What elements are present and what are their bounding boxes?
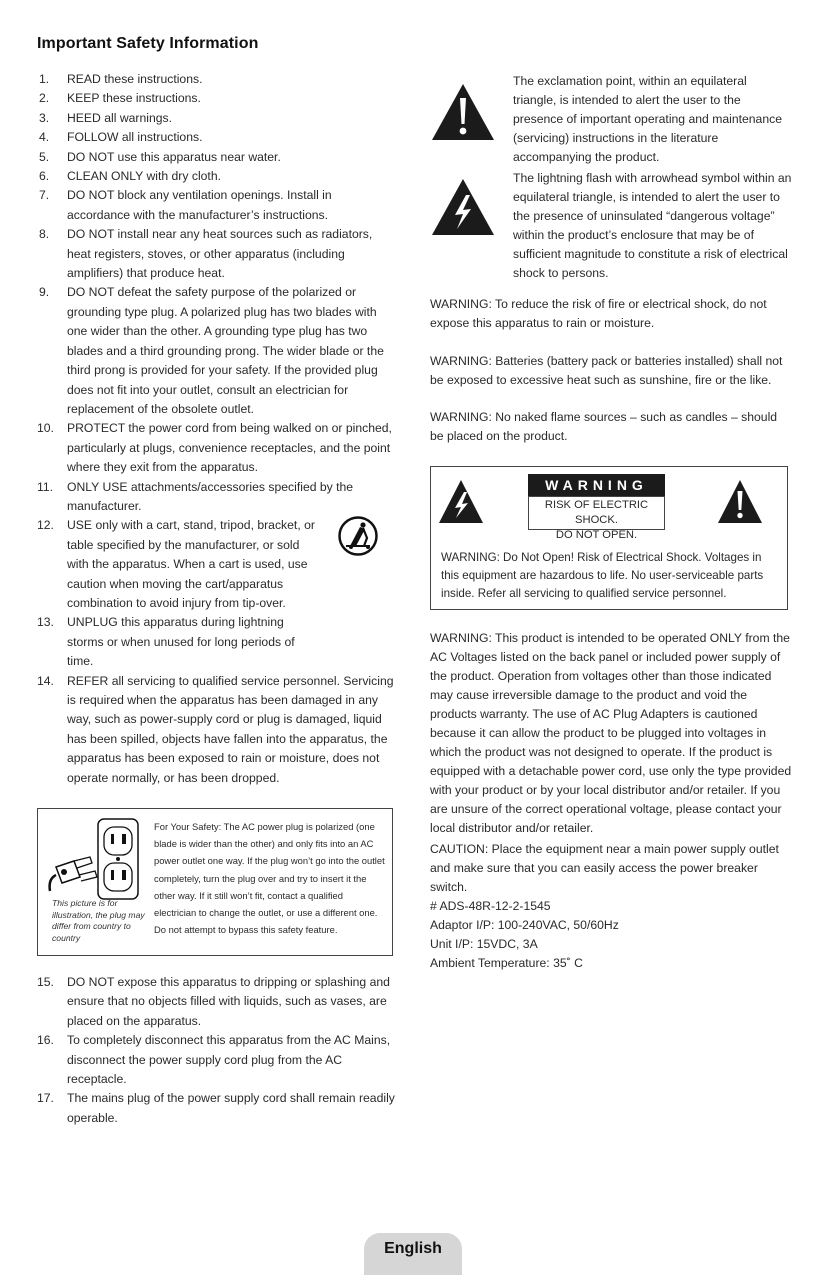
warning-subtext-line-2: DO NOT OPEN.: [555, 529, 638, 541]
lightning-triangle-icon: [438, 479, 484, 525]
list-item: [37, 70, 397, 89]
warning-subtext-line-1: RISK OF ELECTRIC SHOCK.: [544, 499, 649, 526]
item-number: 5.: [39, 149, 50, 164]
voltage-warning: WARNING: This product is intended to be operated ONLY from the AC Voltages listed on the back panel or included power supply of the product. Operation from voltages other than those indicated may cause irreversible damage to the product and void the products warranty. The use of AC Plug Adapters is cautioned because it can allow the product to be plugged into voltages in which the product was not designed to operate. If the product is equipped with a detachable power cord, use only the type provided with your product or by your local distributor and/or retailer. If you are unsure of the correct operational voltage, please contact your local distributor and/or retailer.: [430, 631, 792, 835]
plug-safety-text: For Your Safety: The AC power plug is polarized (one blade is wider than the other) and only fits into an AC power outlet one way. If the plug won’t go into the outlet completely, turn the plug over and try to insert it the other way. If it still won’t fit, contact a qualified electrician to change the outlet, or use a different one. Do not attempt to bypass this safety feature.: [154, 821, 385, 936]
item-number: 15.: [37, 975, 54, 989]
item-text: CLEAN ONLY with dry cloth.: [67, 169, 221, 184]
list-item: [37, 283, 397, 419]
item-text: READ these instructions.: [67, 72, 203, 86]
item-number: 6.: [39, 169, 50, 184]
list-item: [37, 672, 397, 788]
item-number: 13.: [37, 615, 54, 630]
item-text: DO NOT use this apparatus near water.: [67, 149, 281, 164]
item-text: UNPLUG this apparatus during lightning storms or when unused for long periods of time.: [67, 615, 295, 669]
list-item: [37, 89, 397, 108]
language-tab: English: [364, 1233, 462, 1275]
item-number: 3.: [39, 110, 50, 125]
item-number: 11.: [37, 479, 54, 494]
item-number: 10.: [37, 421, 54, 436]
item-text: FOLLOW all instructions.: [67, 130, 203, 145]
lightning-triangle-icon: [430, 177, 496, 237]
caution-text: CAUTION: Place the equipment near a main power supply outlet and make sure that you can easily access the power breaker switch.: [430, 842, 779, 894]
list-item: [37, 109, 397, 128]
list-item: [37, 225, 397, 283]
item-number: 16.: [37, 1033, 54, 1048]
item-text: DO NOT expose this apparatus to dripping or splashing and ensure that no objects filled with liquids, such as vases, are placed on the apparatus.: [67, 975, 390, 1028]
spec-unit-input: Unit I/P: 15VDC, 3A: [430, 937, 538, 951]
item-text: PROTECT the power cord from being walked on or pinched, particularly at plugs, convenience receptacles, and the point where they exit from the apparatus.: [67, 421, 392, 475]
item-text: The mains plug of the power supply cord shall remain readily operable.: [67, 1091, 395, 1125]
exclamation-triangle-icon: [717, 479, 763, 525]
warning-box-body: WARNING: Do Not Open! Risk of Electrical Shock. Voltages in this equipment are hazardous to life. No user-serviceable parts inside. Refer all servicing to qualified service personnel.: [441, 551, 764, 600]
polarized-plug-icon: [46, 817, 146, 903]
item-text: DO NOT defeat the safety purpose of the polarized or grounding type plug. A polarized plug has two blades with one wider than the other. A grounding type plug has two blades and a third grounding prong. The wider blade or the third prong is provided for your safety. If the provided plug does not fit into your outlet, consult an electrician for replacement of the obsolete outlet.: [67, 285, 384, 416]
instructions-list-b: [37, 973, 397, 1128]
list-item: [37, 419, 397, 477]
item-number: 17.: [37, 1091, 54, 1106]
page-title: Important Safety Information: [37, 35, 259, 52]
rain-warning: WARNING: To reduce the risk of fire or electrical shock, do not expose this apparatus to rain or moisture.: [430, 297, 767, 330]
cart-tip-over-icon: [338, 516, 378, 556]
spec-adaptor-input: Adaptor I/P: 100-240VAC, 50/60Hz: [430, 918, 619, 932]
list-item: [37, 128, 397, 147]
shock-warning-box: [430, 466, 788, 610]
item-number: 8.: [39, 227, 50, 242]
plug-safety-box: [37, 808, 393, 956]
item-number: 7.: [39, 188, 50, 203]
item-text: DO NOT install near any heat sources such as radiators, heat registers, stoves, or other apparatus (including amplifiers) that produce heat.: [67, 227, 373, 281]
item-number: 4.: [39, 130, 50, 145]
battery-warning: WARNING: Batteries (battery pack or batteries installed) shall not be exposed to excessive heat such as sunshine, fire or the like.: [430, 354, 783, 387]
list-item: [37, 478, 397, 517]
item-number: 2.: [39, 91, 50, 106]
item-number: 14.: [37, 673, 54, 688]
plug-caption: This picture is for illustration, the plug may differ from country to country: [52, 898, 145, 943]
list-item: [37, 1031, 397, 1089]
list-item: [37, 973, 397, 1031]
flame-warning: WARNING: No naked flame sources – such as candles – should be placed on the product.: [430, 410, 778, 443]
spec-ambient-temp: Ambient Temperature: 35˚ C: [430, 956, 583, 970]
list-item: [37, 516, 397, 613]
item-text: USE only with a cart, stand, tripod, bracket, or table specified by the manufacturer, or sold with the apparatus. When a cart is used, use caution when moving the cart/apparatus combination to avoid injury from tip-over.: [67, 518, 315, 610]
item-text: REFER all servicing to qualified service personnel. Servicing is required when the apparatus has been damaged in any way, such as power-supply cord or plug is damaged, liquid has been spilled, objects have fallen into the apparatus, the apparatus has been exposed to rain or moisture, does not operate normally, or has been dropped.: [67, 673, 394, 785]
instructions-list-a: [37, 70, 397, 788]
warning-subtext: [528, 496, 665, 541]
item-text: ONLY USE attachments/accessories specified by the manufacturer.: [67, 479, 354, 513]
item-text: KEEP these instructions.: [67, 91, 201, 106]
list-item: [37, 186, 397, 225]
exclamation-triangle-icon: [430, 82, 496, 142]
list-item: [37, 1089, 397, 1128]
item-number: 9.: [39, 285, 50, 300]
item-number: 12.: [37, 518, 54, 533]
item-text: HEED all warnings.: [67, 110, 172, 125]
list-item: [37, 613, 397, 671]
spec-model: # ADS-48R-12-2-1545: [430, 899, 551, 913]
item-number: 1.: [39, 72, 50, 86]
exclamation-description: The exclamation point, within an equilateral triangle, is intended to alert the user to the presence of important operating and maintenance (servicing) instructions in the literature accompanying the product.: [513, 74, 782, 164]
list-item: [37, 148, 397, 167]
lightning-description: The lightning flash with arrowhead symbol within an equilateral triangle, is intended to alert the user to the presence of uninsulated “dangerous voltage” within the product’s enclosure that may be of sufficient magnitude to constitute a risk of electrical shock to persons.: [513, 171, 792, 280]
specs-block: [430, 897, 792, 973]
list-item: [37, 167, 397, 186]
item-text: DO NOT block any ventilation openings. Install in accordance with the manufacturer’s instructions.: [67, 188, 332, 222]
item-text: To completely disconnect this apparatus from the AC Mains, disconnect the power supply cord plug from the AC receptacle.: [67, 1033, 391, 1087]
warning-label: WARNING: [528, 474, 665, 496]
